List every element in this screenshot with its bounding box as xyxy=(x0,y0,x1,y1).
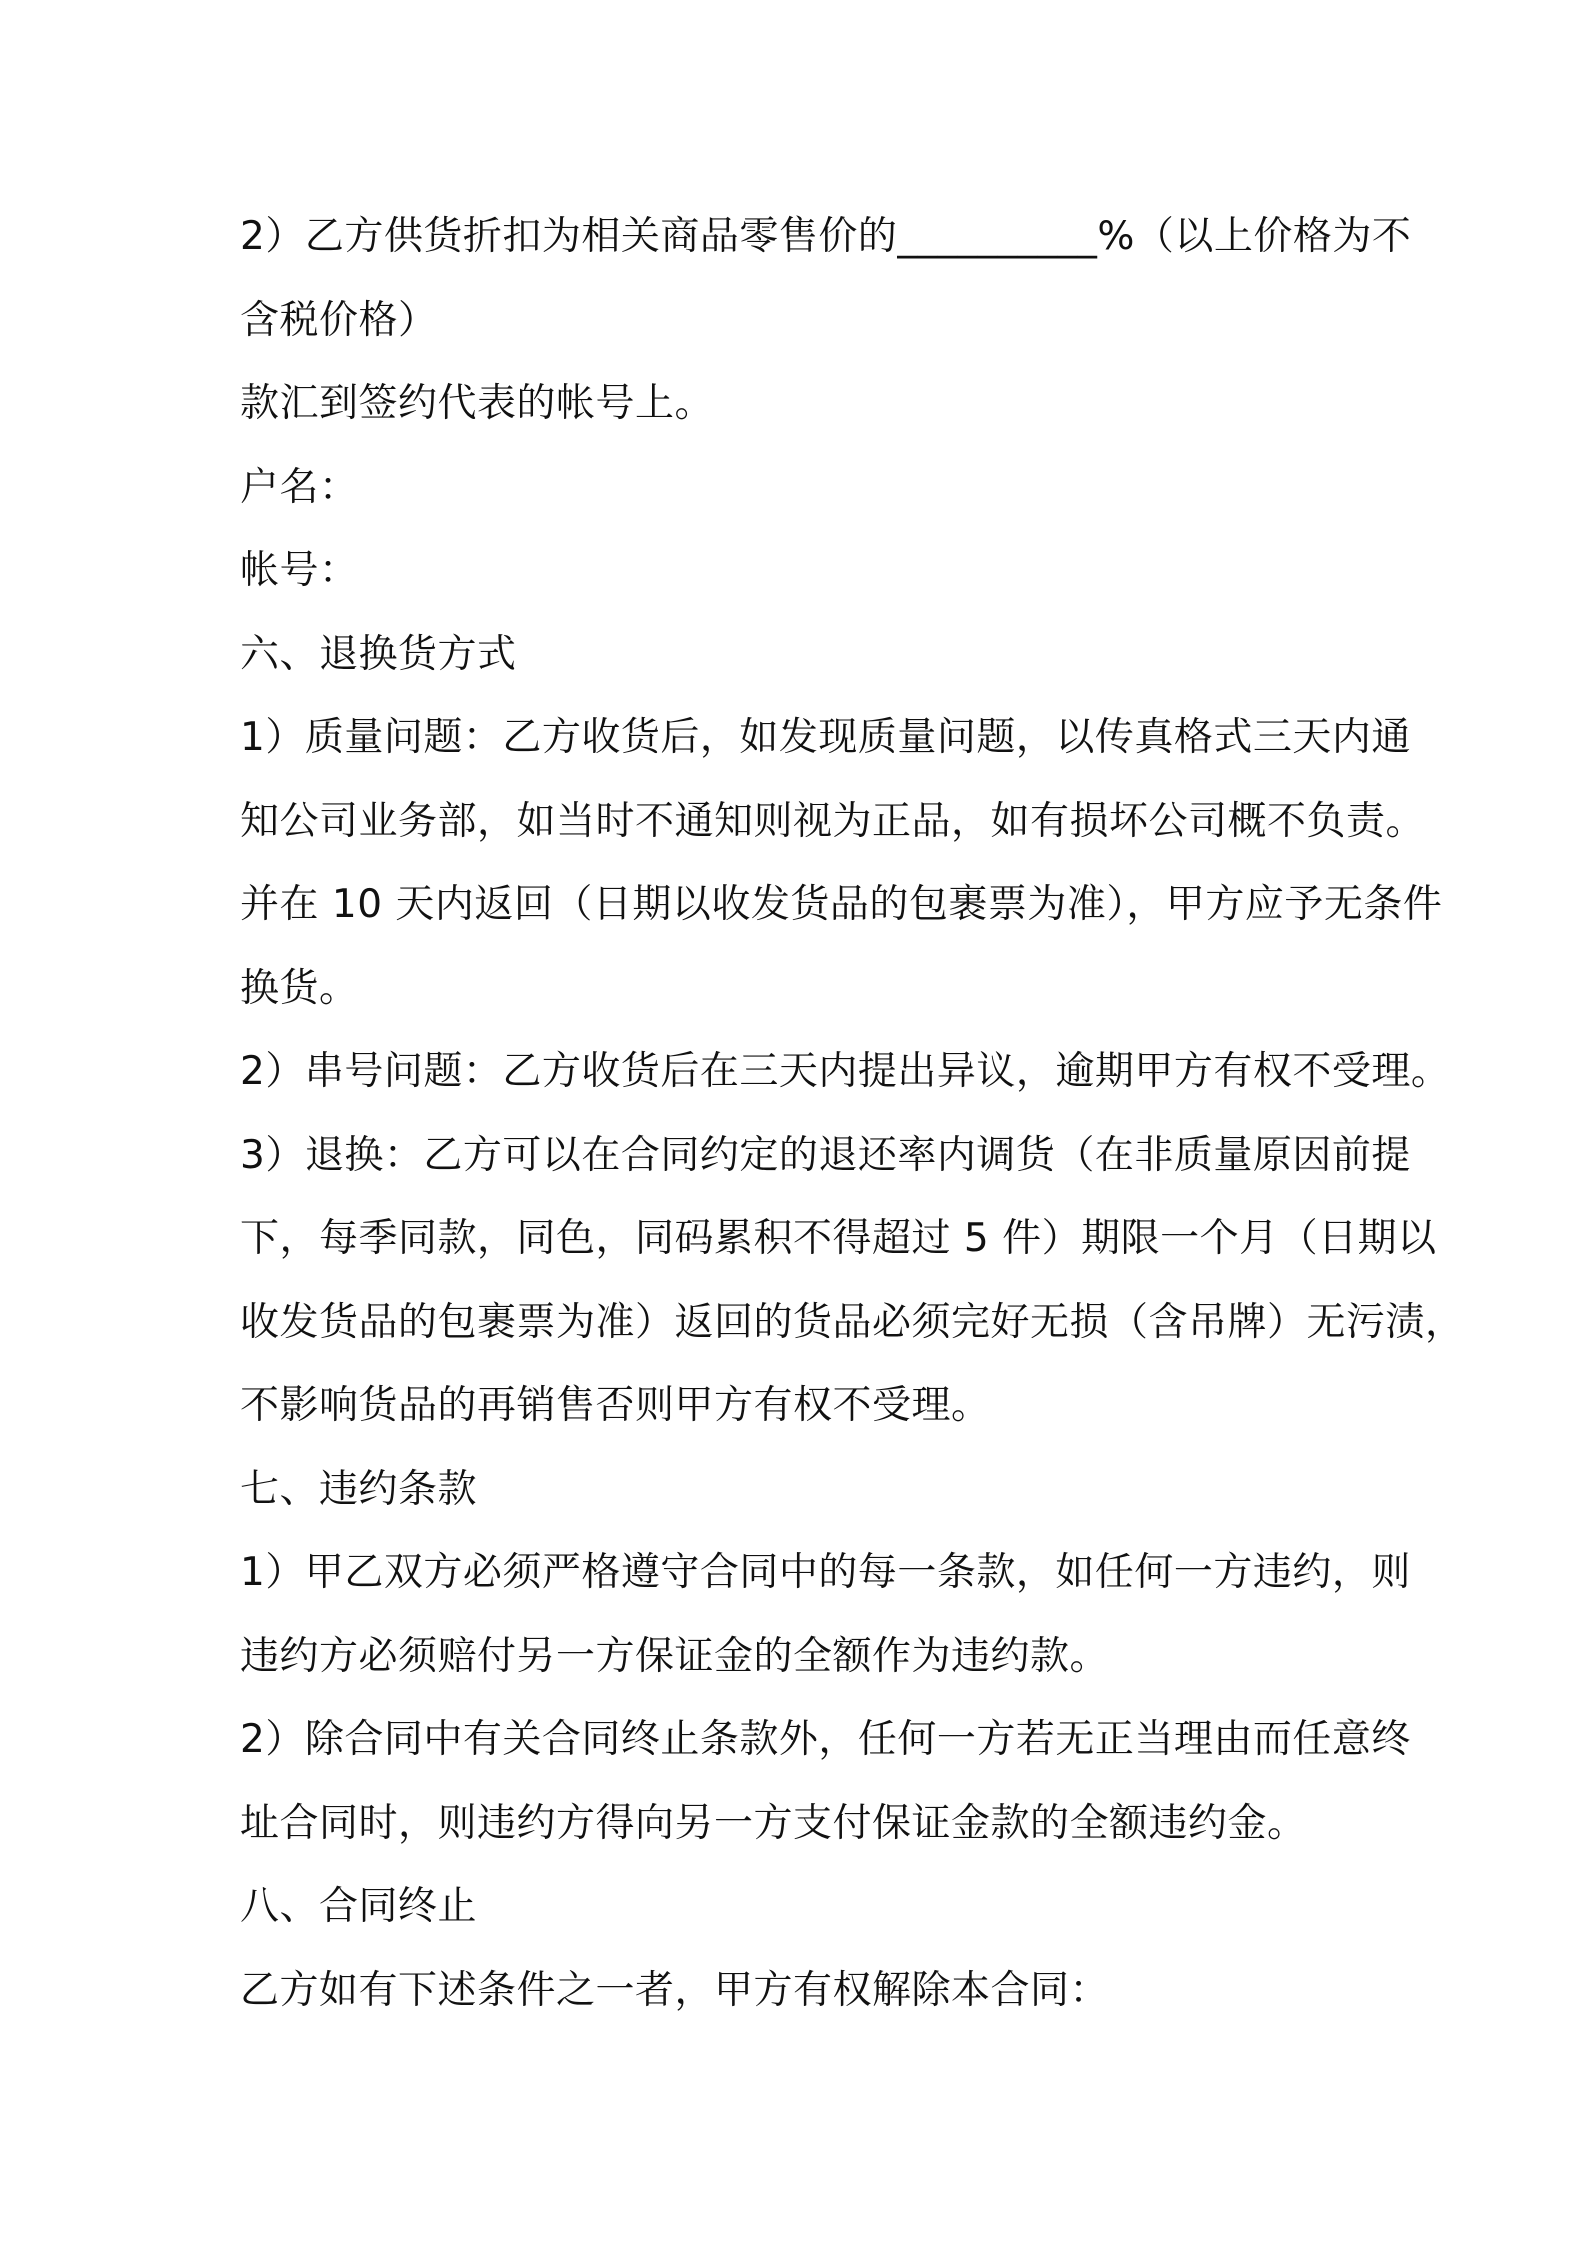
text-line: 2）串号问题：乙方收货后在三天内提出异议，逾期甲方有权不受理。 xyxy=(240,1049,1451,1094)
text-line: 违约方必须赔付另一方保证金的全额作为违约款。 xyxy=(240,1633,1110,1679)
text-line: 收发货品的包裹票为准）返回的货品必须完好无损（含吊牌）无污渍， xyxy=(240,1299,1465,1345)
text-line: 3）退换：乙方可以在合同约定的退还率内调货（在非质量原因前提 xyxy=(240,1132,1411,1178)
section-heading-breach: 七、违约条款 xyxy=(240,1466,478,1512)
text-line: 1）质量问题：乙方收货后，如发现质量问题，以传真格式三天内通 xyxy=(240,715,1411,760)
text-line: 乙方如有下述条件之一者，甲方有权解除本合同： xyxy=(240,1967,1110,2013)
section-heading-returns: 六、退换货方式 xyxy=(240,631,517,677)
section-heading-termination: 八、合同终止 xyxy=(240,1884,478,1929)
text-line: 含税价格） xyxy=(240,297,438,343)
text-line: 知公司业务部，如当时不通知则视为正品，如有损坏公司概不负责。 xyxy=(240,798,1426,844)
text-line: 址合同时，则违约方得向另一方支付保证金款的全额违约金。 xyxy=(240,1800,1307,1846)
text-line: 款汇到签约代表的帐号上。 xyxy=(240,381,715,426)
text-line: 1）甲乙双方必须严格遵守合同中的每一条款，如任何一方违约，则 xyxy=(240,1550,1411,1595)
text-line: 2）乙方供货折扣为相关商品零售价的__________%（以上价格为不 xyxy=(240,214,1412,259)
text-line: 2）除合同中有关合同终止条款外，任何一方若无正当理由而任意终 xyxy=(240,1717,1411,1762)
account-name-label: 户名： xyxy=(240,464,359,510)
account-number-label: 帐号： xyxy=(240,548,359,593)
text-line: 不影响货品的再销售否则甲方有权不受理。 xyxy=(240,1383,991,1428)
text-line: 下，每季同款，同色，同码累积不得超过 5 件）期限一个月（日期以 xyxy=(240,1216,1437,1261)
text-line: 换货。 xyxy=(240,965,359,1011)
document-body xyxy=(240,195,1465,2032)
text-line: 并在 10 天内返回（日期以收发货品的包裹票为准），甲方应予无条件 xyxy=(240,882,1443,927)
